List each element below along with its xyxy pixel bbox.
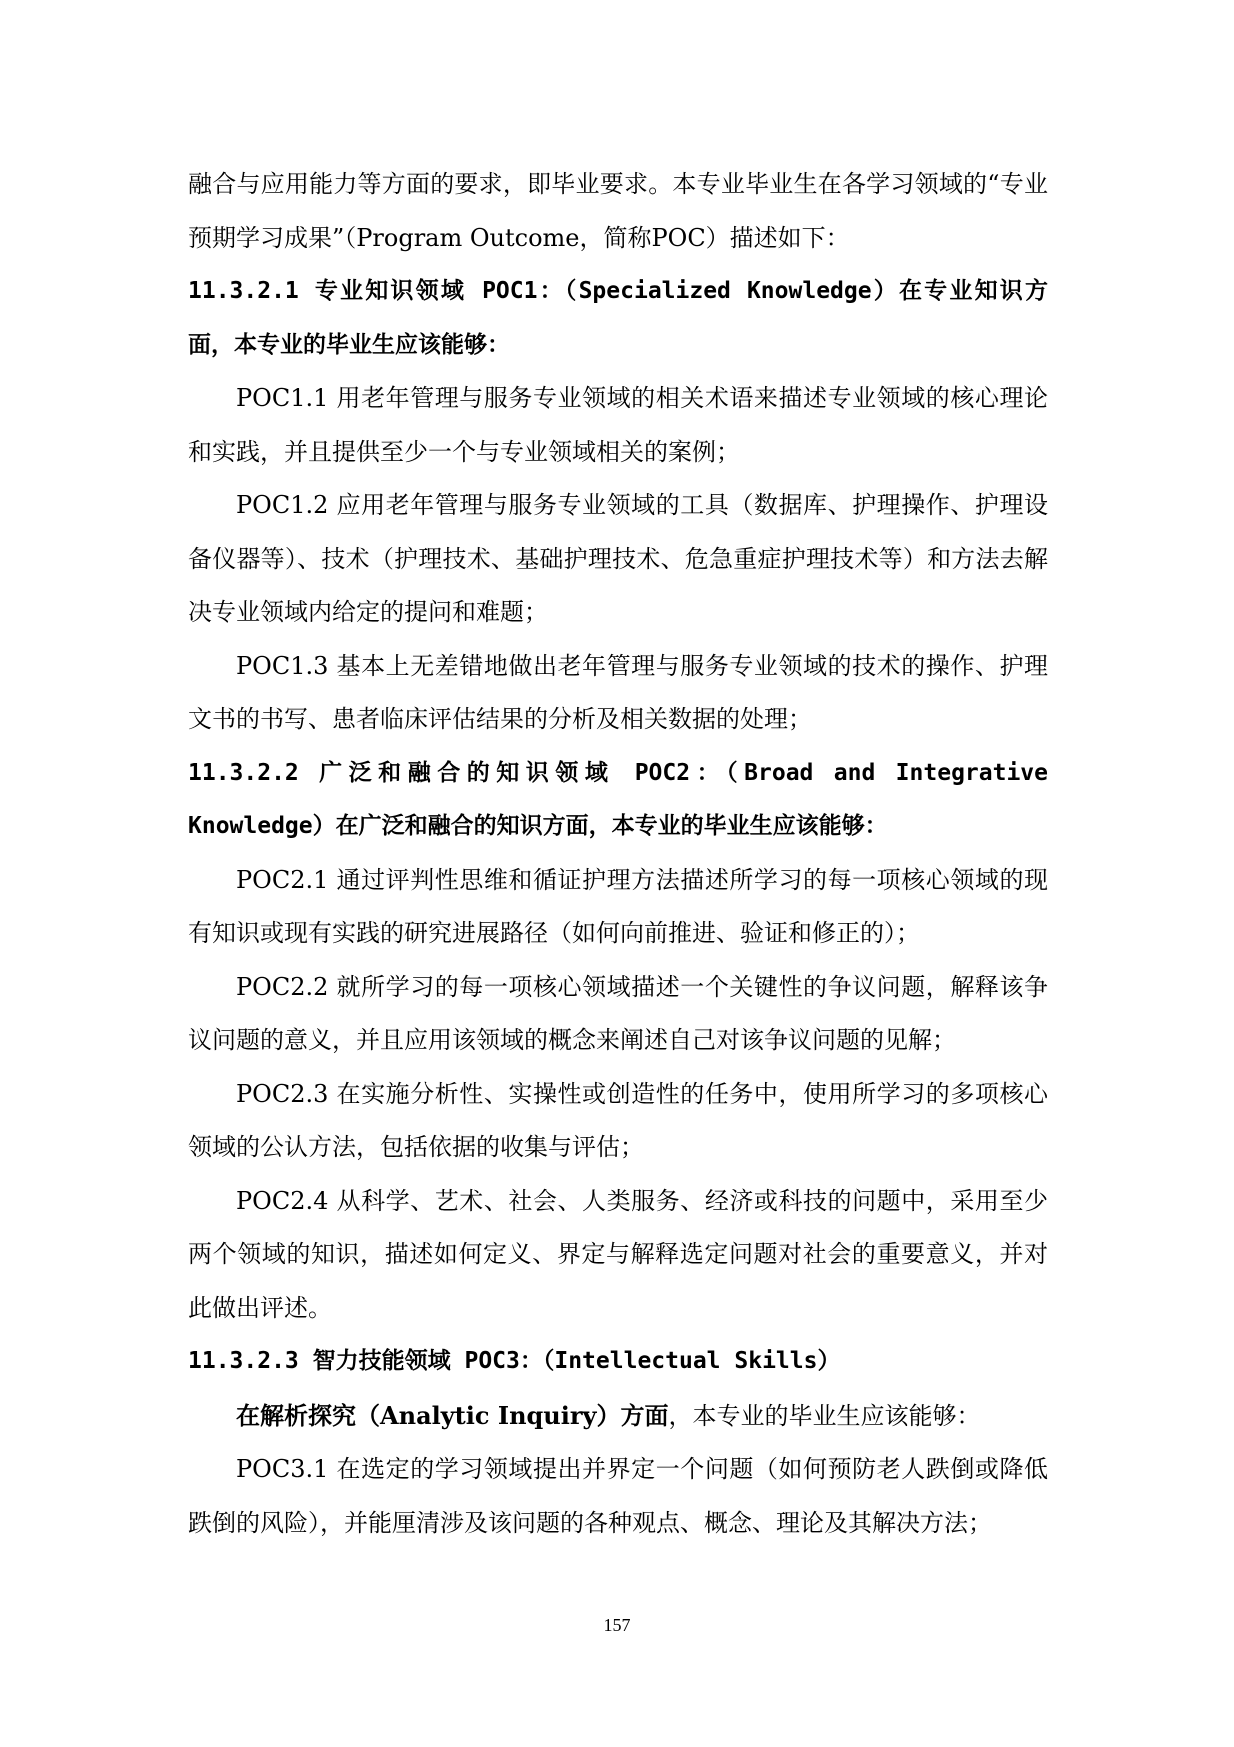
poc3-1-item: POC3.1 在选定的学习领域提出并界定一个问题（如何预防老人跌倒或降低跌倒的风险），并能厘清涉及该问题的各种观点、概念、理论及其解决方法； bbox=[188, 1455, 1048, 1537]
poc1-1-item: POC1.1 用老年管理与服务专业领域的相关术语来描述专业领域的核心理论和实践，并且提供至少一个与专业领域相关的案例； bbox=[188, 384, 1048, 466]
page-number: 157 bbox=[603, 1615, 631, 1635]
poc3-subheading bbox=[188, 1389, 1048, 1444]
poc2-3-item: POC2.3 在实施分析性、实操性或创造性的任务中，使用所学习的多项核心领域的公认方法，包括依据的收集与评估； bbox=[188, 1079, 1048, 1161]
section-heading-poc1: 11.3.2.1 专业知识领域 POC1：（Specialized Knowledge）在专业知识方面，本专业的毕业生应该能够： bbox=[188, 278, 1048, 358]
poc3-subheading-rest: ，本专业的毕业生应该能够： bbox=[668, 1401, 981, 1430]
poc3-subheading-bold: 在解析探究（Analytic Inquiry）方面 bbox=[236, 1400, 669, 1430]
poc2-1-item: POC2.1 通过评判性思维和循证护理方法描述所学习的每一项核心领域的现有知识或现有实践的研究进展路径（如何向前推进、验证和修正的）； bbox=[188, 865, 1048, 947]
section-heading-poc2: 11.3.2.2 广泛和融合的知识领域 POC2：（Broad and Integrative Knowledge）在广泛和融合的知识方面，本专业的毕业生应该能够： bbox=[188, 759, 1048, 839]
page-content bbox=[188, 158, 1048, 1550]
poc2-2-item: POC2.2 就所学习的每一项核心领域描述一个关键性的争议问题，解释该争议问题的意义，并且应用该领域的概念来阐述自己对该争议问题的见解； bbox=[188, 972, 1048, 1054]
poc2-4-item: POC2.4 从科学、艺术、社会、人类服务、经济或科技的问题中，采用至少两个领域的知识，描述如何定义、界定与解释选定问题对社会的重要意义，并对此做出评述。 bbox=[188, 1186, 1048, 1322]
poc1-2-item: POC1.2 应用老年管理与服务专业领域的工具（数据库、护理操作、护理设备仪器等）、技术（护理技术、基础护理技术、危急重症护理技术等）和方法去解决专业领域内给定的提问和难题； bbox=[188, 491, 1048, 626]
intro-paragraph: 融合与应用能力等方面的要求，即毕业要求。本专业毕业生在各学习领域的“专业预期学习成果”（Program Outcome，简称POC）描述如下： bbox=[188, 170, 1048, 252]
section-heading-poc3: 11.3.2.3 智力技能领域 POC3：（Intellectual Skills） bbox=[188, 1348, 841, 1374]
poc1-3-item: POC1.3 基本上无差错地做出老年管理与服务专业领域的技术的操作、护理文书的书写、患者临床评估结果的分析及相关数据的处理； bbox=[188, 651, 1048, 733]
